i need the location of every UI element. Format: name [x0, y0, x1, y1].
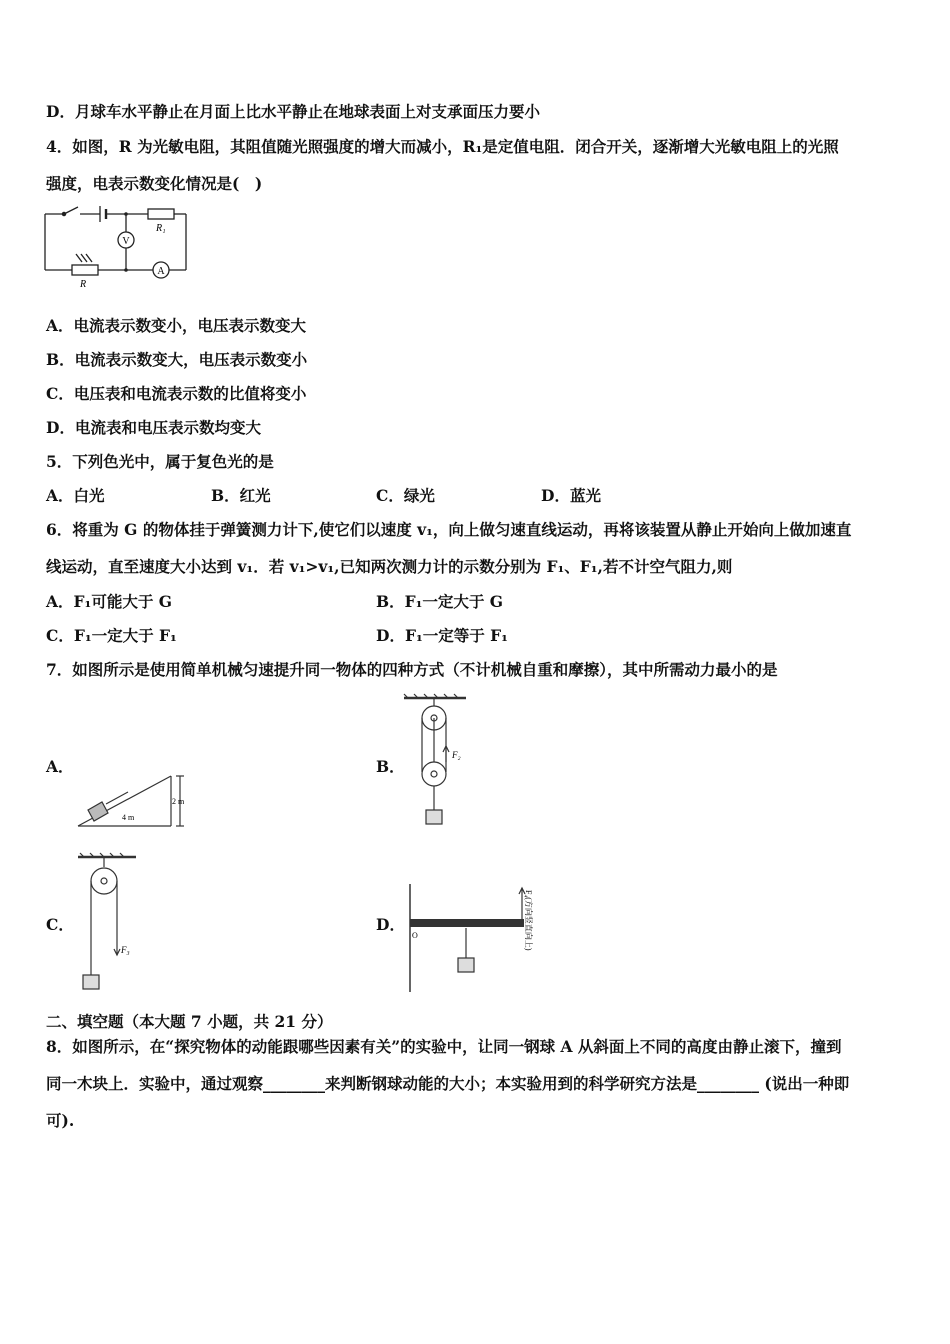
q6-option-c: C．F₁一定大于 F₁ [46, 626, 177, 645]
q7-label-c: C． [46, 915, 74, 934]
pivot-label: O [412, 931, 418, 940]
q5-option-d: D．蓝光 [541, 486, 601, 505]
q5-option-a: A．白光 [46, 486, 105, 505]
q6-stem-line2: 线运动，直至速度大小达到 v₁．若 v₁>v₁,已知两次测力计的示数分别为 F₁、F₁,若不计空气阻力,则 [46, 557, 733, 576]
q4-option-a: A．电流表示数变小，电压表示数变大 [46, 316, 307, 335]
lever-bar [410, 919, 524, 927]
fixed-pulley [91, 868, 117, 894]
q4-option-b: B．电流表示数变大，电压表示数变小 [46, 350, 308, 369]
q4-option-d: D．电流表和电压表示数均变大 [46, 418, 261, 437]
f3-label: F₃ [121, 945, 130, 955]
incline-height-label: 2 m [172, 797, 185, 806]
switch-lever [64, 207, 78, 214]
q8-line3: 可). [46, 1111, 75, 1130]
incline-block [88, 802, 108, 821]
r1-label: R₁ [156, 223, 166, 234]
movable-pulley [422, 762, 446, 786]
q7-label-b: B． [376, 757, 405, 776]
q4-option-c: C．电压表和电流表示数的比值将变小 [46, 384, 307, 403]
r-label: R [80, 279, 87, 290]
q6-stem-line1: 6．将重为 G 的物体挂于弹簧测力计下,使它们以速度 v₁，向上做匀速直线运动，再将该装置从静止开始向上做加速直 [46, 520, 852, 539]
pull-arrow [106, 792, 128, 804]
ammeter-label: A [157, 266, 165, 277]
q7-label-a: A． [46, 757, 74, 776]
q3-option-d: D．月球车水平静止在月面上比水平静止在地球表面上对支承面压力要小 [46, 102, 540, 121]
q8-line2: 同一木块上．实验中，通过观察________来判断钢球动能的大小；本实验用到的科学研究方法是________ (说出一种即 [46, 1074, 850, 1093]
incline-length-label: 4 m [122, 813, 135, 822]
q6-option-a: A．F₁可能大于 G [46, 592, 172, 611]
voltmeter-label: V [122, 236, 130, 247]
section-2-title: 二、填空题（本大题 7 小题，共 21 分） [46, 1012, 333, 1031]
weight [426, 810, 442, 824]
q7-figure-a-incline [76, 770, 188, 832]
q4-stem-line2: 强度，电表示数变化情况是( ) [46, 174, 263, 193]
resistor-r [72, 265, 98, 275]
q6-option-b: B．F₁一定大于 G [376, 592, 504, 611]
resistor-r1 [148, 209, 174, 219]
q8-line1: 8．如图所示，在“探究物体的动能跟哪些因素有关”的实验中，让同一钢球 A 从斜面上不同的高度由静止滚下，撞到 [46, 1037, 842, 1056]
q7-figure-b-pulley-block [400, 692, 474, 834]
q5-option-b: B．红光 [211, 486, 271, 505]
f2-label: F₂ [452, 750, 461, 760]
q4-stem-line1: 4．如图，R 为光敏电阻，其阻值随光照强度的增大而减小，R₁是定值电阻．闭合开关，逐渐增大光敏电阻上的光照 [46, 137, 839, 156]
q6-option-d: D．F₁一定等于 F₁ [376, 626, 508, 645]
weight [458, 958, 474, 972]
q5-option-c: C．绿光 [376, 486, 435, 505]
q4-circuit-diagram [40, 200, 210, 292]
weight [83, 975, 99, 989]
q7-stem: 7．如图所示是使用简单机械匀速提升同一物体的四种方式（不计机械自重和摩擦），其中所需动力最小的是 [46, 660, 778, 679]
q5-stem: 5．下列色光中，属于复色光的是 [46, 452, 274, 471]
q7-figure-d-lever [404, 880, 544, 996]
f4-label: F₄(方向竖直向上) [524, 890, 533, 951]
q7-figure-c-fixed-pulley [74, 851, 144, 995]
q7-label-d: D． [376, 915, 405, 934]
